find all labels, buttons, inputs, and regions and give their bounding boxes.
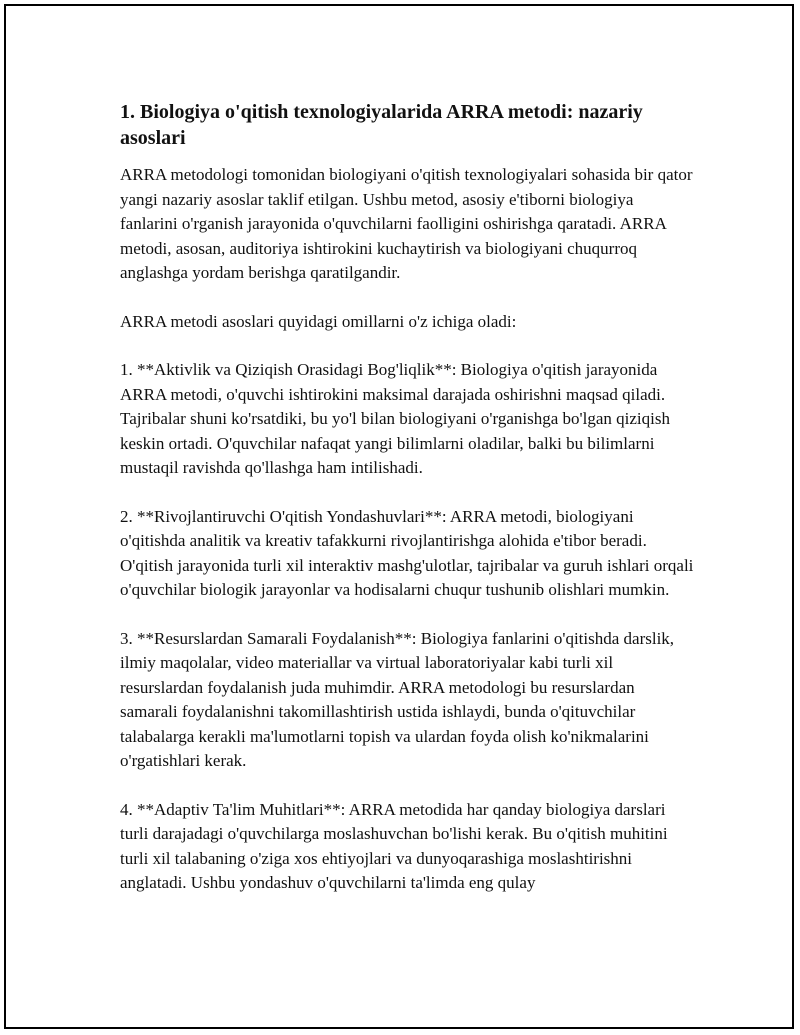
factors-lead-paragraph: ARRA metodi asoslari quyidagi omillarni o'z ichiga oladi:	[120, 311, 517, 331]
intro-paragraph: ARRA metodologi tomonidan biologiyani o'qitish texnologiyalari sohasida bir qator yangi nazariy asoslar taklif etilgan. Ushbu metod, asosiy e'tiborni biologiya fanlarini o'rganish jarayonida o'quvchilarni faolligini oshirishga qaratadi. ARRA metodi, asosan, auditoriya ishtirokini kuchaytirish va biologiyani chuqurroq anglashga yordam berishga qaratilgandir.	[120, 165, 693, 282]
document-content	[120, 99, 694, 920]
section-heading: 1. Biologiya o'qitish texnologiyalarida ARRA metodi: nazariy asoslari	[120, 101, 643, 149]
factor-2-paragraph: 2. **Rivojlantiruvchi O'qitish Yondashuvlari**: ARRA metodi, biologiyani o'qitishda analitik va kreativ tafakkurni rivojlantirishga alohida e'tibor beradi. O'qitish jarayonida turli xil interaktiv mashg'ulotlar, tajribalar va guruh ishlari orqali o'quvchilar biologik jarayonlar va hodisalarni chuqur tushunib olishlari mumkin.	[120, 506, 694, 599]
factor-1-paragraph: 1. **Aktivlik va Qiziqish Orasidagi Bog'liqlik**: Biologiya o'qitish jarayonida ARRA metodi, o'quvchi ishtirokini maksimal darajada oshirishni maqsad qiladi. Tajribalar shuni ko'rsatdiki, bu yo'l bilan biologiyani o'rganishga bo'lgan qiziqish keskin ortadi. O'quvchilar nafaqat yangi bilimlarni oladilar, balki bu bilimlarni mustaqil ravishda qo'llashga ham intilishadi.	[120, 360, 670, 477]
factor-3-paragraph: 3. **Resurslardan Samarali Foydalanish**: Biologiya fanlarini o'qitishda darslik, ilmiy maqolalar, video materiallar va virtual laboratoriyalar kabi turli xil resurslardan foydalanish juda muhimdir. ARRA metodologi bu resurslardan samarali foydalanishni takomillashtirish ustida ishlaydi, bunda o'qituvchilar talabalarga kerakli ma'lumotlarni topish va ulardan foyda olish ko'nikmalarini o'rgatishlari kerak.	[120, 628, 675, 770]
document-page	[4, 4, 794, 1029]
factor-4-paragraph: 4. **Adaptiv Ta'lim Muhitlari**: ARRA metodida har qanday biologiya darslari turli darajadagi o'quvchilarga moslashuvchan bo'lishi kerak. Bu o'qitish muhitini turli xil talabaning o'ziga xos ehtiyojlari va dunyoqarashiga moslashtirishni anglatadi. Ushbu yondashuv o'quvchilarni ta'limda eng qulay	[120, 799, 668, 892]
